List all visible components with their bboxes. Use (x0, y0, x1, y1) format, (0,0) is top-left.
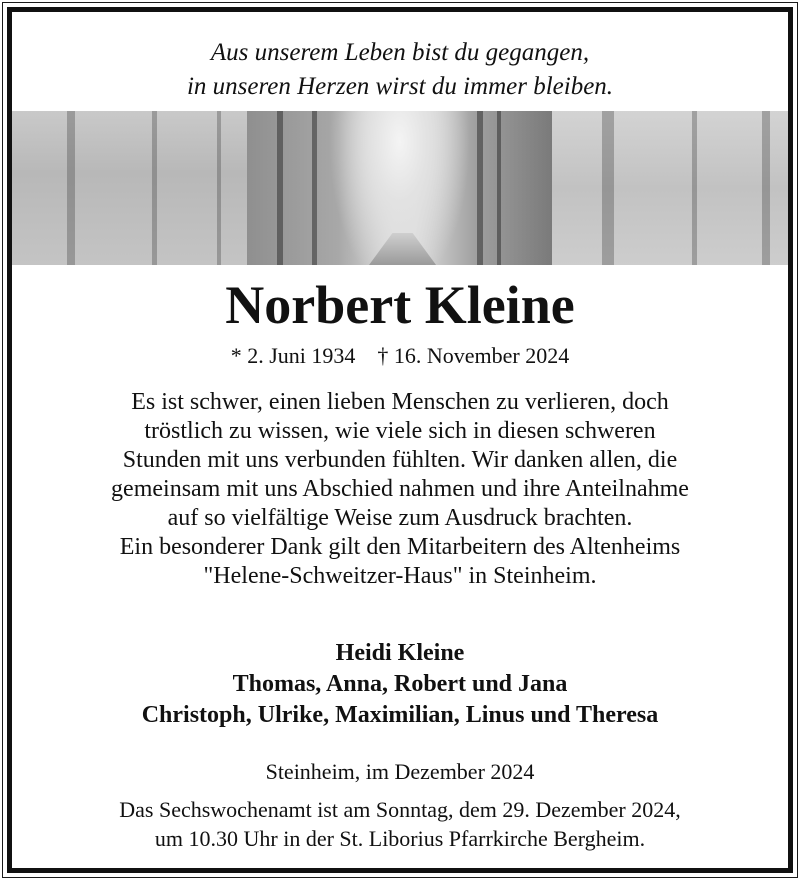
place-and-date: Steinheim, im Dezember 2024 (265, 759, 535, 784)
family-signatures (12, 638, 788, 731)
message-line: Es ist schwer, einen lieben Menschen zu verlieren, doch (131, 389, 669, 415)
message-line: "Helene-Schweitzer-Haus" in Steinheim. (203, 563, 597, 589)
tree-trunk (497, 111, 501, 265)
tree-trunk (67, 111, 75, 265)
motto-verse (12, 36, 788, 104)
message-line: Ein besonderer Dank gilt den Mitarbeitern des Altenheims (119, 534, 681, 560)
tree-trunk (312, 111, 317, 265)
life-dates (12, 342, 788, 370)
forest-path-center-panel (247, 111, 552, 265)
tree-trunk (152, 111, 157, 265)
death-date: † 16. November 2024 (377, 343, 570, 368)
birth-date: * 2. Juni 1934 (230, 343, 356, 368)
family-line: Christoph, Ulrike, Maximilian, Linus und Theresa (141, 702, 659, 728)
obituary-notice (12, 12, 788, 868)
forest-right-panel (552, 111, 788, 265)
motto-line-1: Aus unserem Leben bist du gegangen, (210, 39, 590, 66)
family-line: Thomas, Anna, Robert und Jana (232, 671, 568, 697)
message-line: Stunden mit uns verbunden fühlten. Wir danken allen, die (122, 447, 678, 473)
message-line: gemeinsam mit uns Abschied nahmen und ihre Anteilnahme (111, 476, 689, 502)
service-line: Das Sechswochenamt ist am Sonntag, dem 29. Dezember 2024, (119, 797, 681, 822)
message-line: tröstlich zu wissen, wie viele sich in diesen schweren (144, 418, 656, 444)
service-line: um 10.30 Uhr in der St. Liborius Pfarrkirche Bergheim. (154, 826, 646, 851)
deceased-name: Norbert Kleine (225, 275, 575, 335)
tree-trunk (217, 111, 221, 265)
family-line: Heidi Kleine (335, 640, 465, 666)
tree-trunk (277, 111, 283, 265)
tree-trunk (692, 111, 697, 265)
tree-trunk (762, 111, 770, 265)
message-line: auf so vielfältige Weise zum Ausdruck brachten. (167, 505, 633, 531)
memorial-service-info (12, 795, 788, 853)
motto-line-2: in unseren Herzen wirst du immer bleiben. (186, 73, 614, 100)
forest-left-panel (12, 111, 247, 265)
thanks-message (12, 388, 788, 591)
forest-road (369, 233, 436, 265)
forest-banner-image (12, 111, 788, 265)
tree-trunk (477, 111, 483, 265)
tree-trunk (602, 111, 614, 265)
